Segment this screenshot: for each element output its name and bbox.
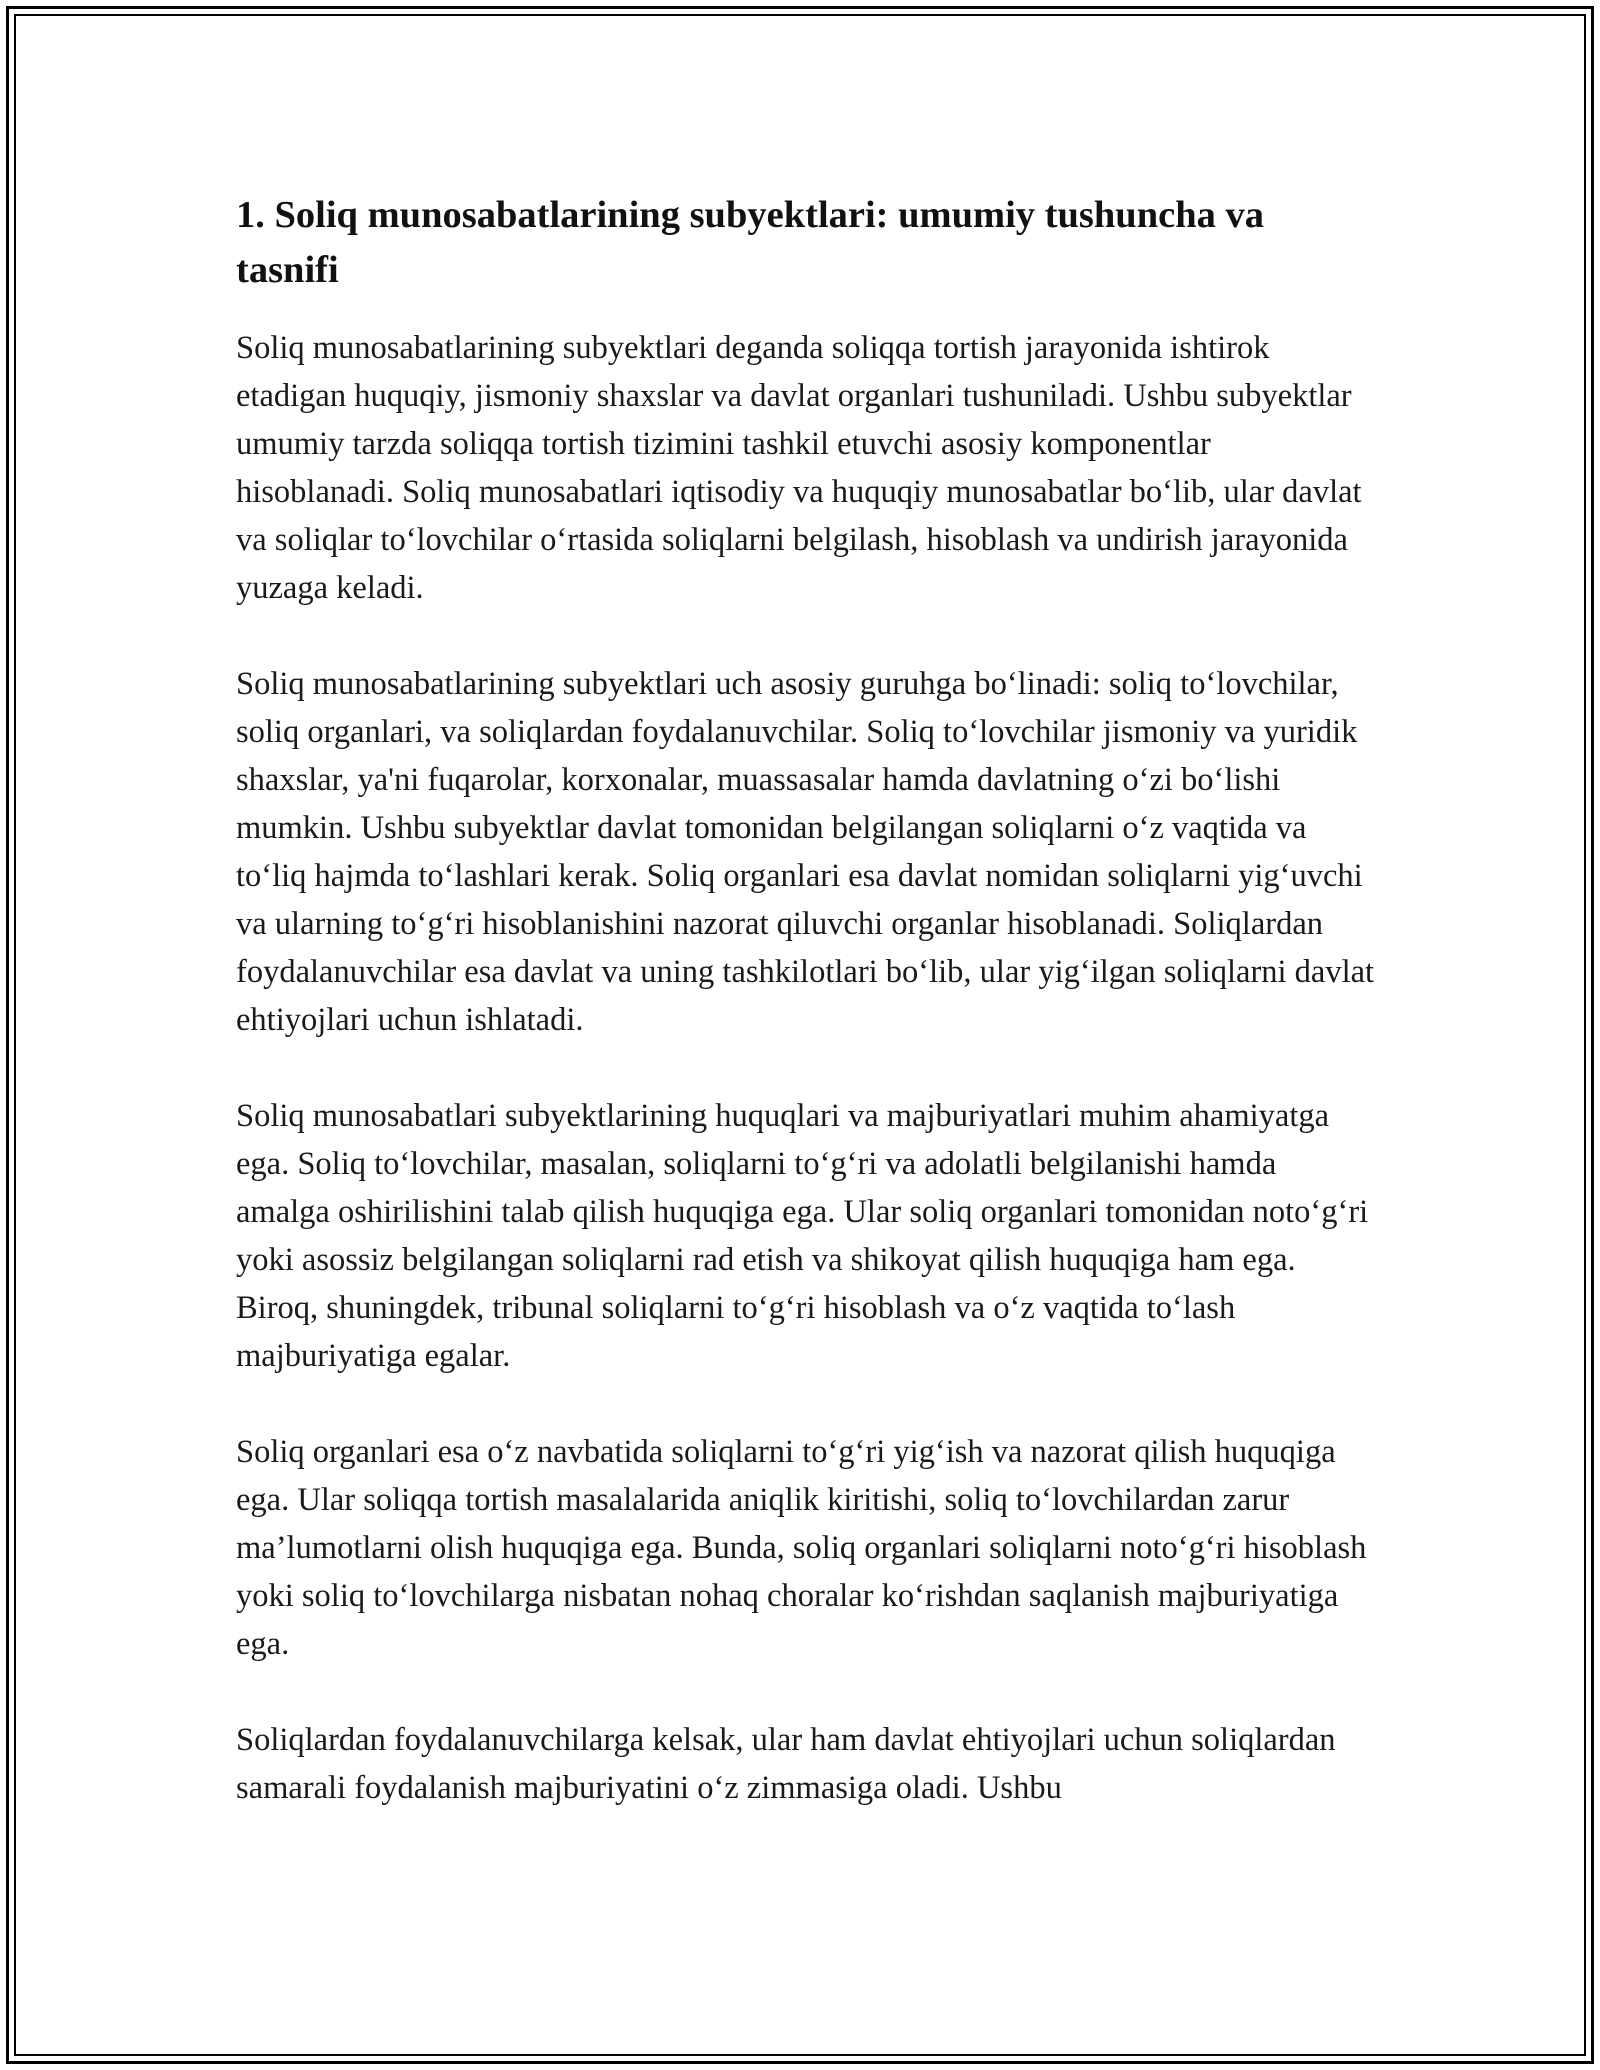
- paragraph-tax-users: Soliqlardan foydalanuvchilarga kelsak, ular ham davlat ehtiyojlari uchun soliqlardan samarali foydalanish majburiyatini o‘z zimmasiga oladi. Ushbu: [236, 1722, 1336, 1806]
- paragraph-classification: Soliq munosabatlarining subyektlari uch asosiy guruhga bo‘linadi: soliq to‘lovchilar, soliq organlari, va soliqlardan foydalanuvchilar. Soliq to‘lovchilar jismoniy va yuridik shaxslar, ya'ni fuqarolar, korxonalar, muassasalar hamda davlatning o‘zi bo‘lishi mumkin. Ushbu subyektlar davlat tomonidan belgilangan soliqlarni o‘z vaqtida va to‘liq hajmda to‘lashlari kerak. Soliq organlari esa davlat nomidan soliqlarni yig‘uvchi va ularning to‘g‘ri hisoblanishini nazorat qiluvchi organlar hisoblanadi. Soliqlardan foydalanuvchilar esa davlat va uning tashkilotlari bo‘lib, ular yig‘ilgan soliqlarni davlat ehtiyojlari uchun ishlatadi.: [236, 666, 1375, 1038]
- document-body: [236, 188, 1376, 1812]
- paragraph-tax-authorities: Soliq organlari esa o‘z navbatida soliqlarni to‘g‘ri yig‘ish va nazorat qilish huquqiga ega. Ular soliqqa tortish masalalarida aniqlik kiritishi, soliq to‘lovchilardan zarur ma’lumotlarni olish huquqiga ega. Bunda, soliq organlari soliqlarni noto‘g‘ri hisoblash yoki soliq to‘lovchilarga nisbatan nohaq choralar ko‘rishdan saqlanish majburiyatiga ega.: [236, 1434, 1367, 1662]
- paragraph-definition: Soliq munosabatlarining subyektlari deganda soliqqa tortish jarayonida ishtirok etadigan huquqiy, jismoniy shaxslar va davlat organlari tushuniladi. Ushbu subyektlar umumiy tarzda soliqqa tortish tizimini tashkil etuvchi asosiy komponentlar hisoblanadi. Soliq munosabatlari iqtisodiy va huquqiy munosabatlar bo‘lib, ular davlat va soliqlar to‘lovchilar o‘rtasida soliqlarni belgilash, hisoblash va undirish jarayonida yuzaga keladi.: [236, 330, 1362, 606]
- paragraph-rights-obligations: Soliq munosabatlari subyektlarining huquqlari va majburiyatlari muhim ahamiyatga ega. Soliq to‘lovchilar, masalan, soliqlarni to‘g‘ri va adolatli belgilanishi hamda amalga oshirilishini talab qilish huquqiga ega. Ular soliq organlari tomonidan noto‘g‘ri yoki asossiz belgilangan soliqlarni rad etish va shikoyat qilish huquqiga ham ega. Biroq, shuningdek, tribunal soliqlarni to‘g‘ri hisoblash va o‘z vaqtida to‘lash majburiyatiga egalar.: [236, 1098, 1369, 1374]
- section-heading: 1. Soliq munosabatlarining subyektlari: umumiy tushuncha va tasnifi: [236, 194, 1264, 291]
